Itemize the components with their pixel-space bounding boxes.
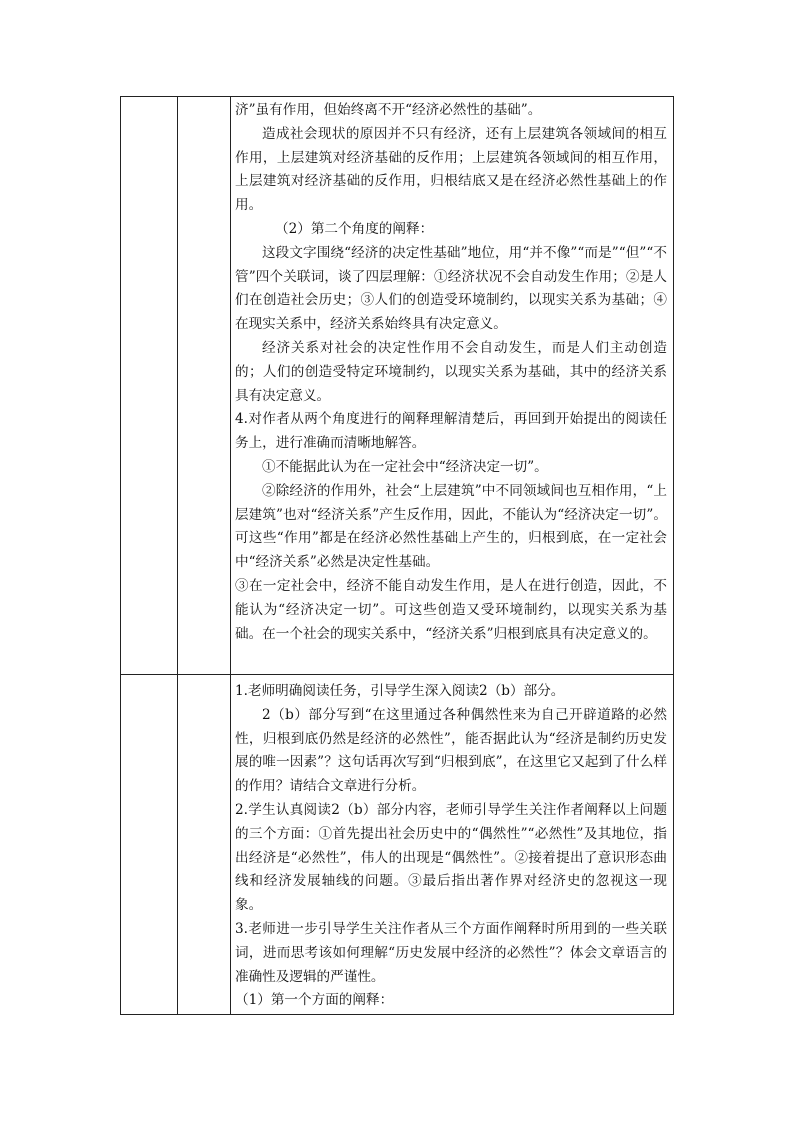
paragraph: ①不能据此认为在一定社会中“经济决定一切”。 (262, 458, 548, 475)
paragraph: 济”虽有作用，但始终离不开“经济必然性的基础”。 (235, 102, 542, 118)
paragraph: ③在一定社会中，经济不能自动发生作用，是人在进行创造，因此，不能认为“经济决定一切”。可这些创造又受环境制约，以现实关系为基础。在一个社会的现实关系中，“经济关系”归根到底具有决定意义的。 (235, 577, 667, 642)
paragraph: 造成社会现状的原因并不只有经济，还有上层建筑各领域间的相互作用，上层建筑对经济基础的反作用；上层建筑各领域间的相互作用，上层建筑对经济基础的反作用，归根结底又是在经济必然性基础上的作用。 (235, 125, 667, 214)
paragraph: （1）第一个方面的阐释： (235, 992, 394, 1009)
column-divider-1 (177, 97, 178, 1014)
paragraph: 1.老师明确阅读任务，引导学生深入阅读2（b）部分。 (235, 683, 565, 699)
section2-content (235, 680, 667, 1013)
section1-content (235, 99, 667, 646)
paragraph: ②除经济的作用外，社会“上层建筑”中不同领域间也互相作用，“上层建筑”也对“经济关系”产生反作用，因此，不能认为“经济决定一切”。可这些“作用”都是在经济必然性基础上产生的，归根到底，在一定社会中“经济关系”必然是决定性基础。 (235, 482, 667, 571)
row-divider (121, 674, 673, 675)
paragraph: 经济关系对社会的决定性作用不会自动发生，而是人们主动创造的；人们的创造受特定环境制约，以现实关系为基础，其中的经济关系具有决定意义。 (235, 339, 667, 404)
paragraph: 3.老师进一步引导学生关注作者从三个方面作阐释时所用到的一些关联词，进而思考该如何理解“历史发展中经济的必然性”？体会文章语言的准确性及逻辑的严谨性。 (235, 920, 667, 985)
lesson-table (120, 96, 674, 1015)
paragraph: 2.学生认真阅读2（b）部分内容，老师引导学生关注作者阐释以上问题的三个方面：①首先提出社会历史中的“偶然性”“必然性”及其地位，指出经济是“必然性”，伟人的出现是“偶然性”。②接着提出了意识形态曲线和经济发展轴线的问题。③最后指出著作界对经济史的忽视这一现象。 (235, 801, 667, 914)
paragraph: 这段文字围绕“经济的决定性基础”地位，用“并不像”“而是”“但”“不管”四个关联词，谈了四层理解：①经济状况不会自动发生作用；②是人们在创造社会历史；③人们的创造受环境制约，以现实关系为基础；④在现实关系中，经济关系始终具有决定意义。 (235, 244, 667, 333)
paragraph: 4.对作者从两个角度进行的阐释理解清楚后，再回到开始提出的阅读任务上，进行准确而清晰地解答。 (235, 411, 667, 452)
paragraph: 2（b）部分写到“在这里通过各种偶然性来为自己开辟道路的必然性，归根到底仍然是经济的必然性”，能否据此认为“经济是制约历史发展的唯一因素”？这句话再次写到“归根到底”，在这里它又起到了什么样的作用？请结合文章进行分析。 (235, 706, 667, 795)
column-divider-2 (230, 97, 231, 1014)
paragraph: （2）第二个角度的阐释： (275, 220, 434, 237)
